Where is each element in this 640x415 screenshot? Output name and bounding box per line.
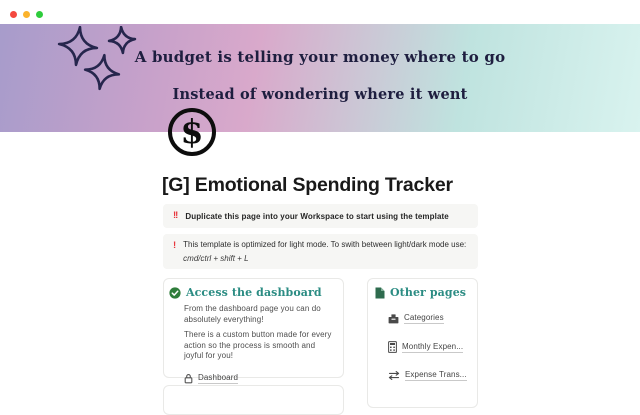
- link-categories[interactable]: [388, 313, 469, 324]
- card-paragraph: There is a custom button made for every action so the process is smooth and joyful for you!: [184, 330, 332, 360]
- callout-light-mode[interactable]: [163, 234, 478, 269]
- window-titlebar: [0, 0, 640, 24]
- document-icon: [375, 287, 385, 299]
- keyboard-shortcut: cmd/ctrl + shift + L: [183, 253, 249, 263]
- card-file-box-icon: [388, 314, 399, 324]
- link-dashboard[interactable]: [184, 373, 335, 384]
- zoom-button[interactable]: [36, 11, 43, 18]
- card-below-partial: [163, 385, 344, 415]
- dollar-sign: $: [180, 111, 204, 151]
- link-label: Monthly Expen...: [402, 341, 464, 351]
- banner-quote-line2: Instead of wondering where it went: [172, 86, 468, 103]
- link-label: Categories: [404, 313, 444, 322]
- link-monthly-expenses[interactable]: [388, 341, 469, 353]
- page-title[interactable]: [G] Emotional Spending Tracker: [162, 174, 453, 196]
- dollar-circle-icon[interactable]: [168, 108, 216, 156]
- card-heading: Access the dashboard: [186, 286, 322, 299]
- close-button[interactable]: [10, 11, 17, 18]
- callout-text: Duplicate this page into your Workspace to start using the template: [185, 211, 449, 221]
- link-expense-transactions[interactable]: [388, 370, 469, 381]
- link-label: Dashboard: [198, 372, 239, 382]
- link-label: Expense Trans...: [405, 370, 467, 379]
- transfer-arrows-icon: [388, 371, 400, 380]
- callout-text: This template is optimized for light mode. To swith between light/dark mode use:: [183, 240, 467, 249]
- banner-quote-line1: A budget is telling your money where to go: [134, 48, 506, 66]
- check-badge-icon: [169, 287, 181, 299]
- card-other-pages: [367, 278, 478, 408]
- card-heading: Other pages: [390, 286, 467, 299]
- calculator-icon: [388, 341, 397, 353]
- exclamation-icon: !: [173, 240, 176, 251]
- minimize-button[interactable]: [23, 11, 30, 18]
- card-access-dashboard: [163, 278, 344, 382]
- card-paragraph: From the dashboard page you can do absolutely everything!: [184, 304, 321, 324]
- double-exclamation-icon: !!: [173, 210, 178, 221]
- cover-banner[interactable]: [0, 24, 640, 132]
- callout-duplicate-page[interactable]: [163, 204, 478, 228]
- padlock-icon: [184, 373, 193, 384]
